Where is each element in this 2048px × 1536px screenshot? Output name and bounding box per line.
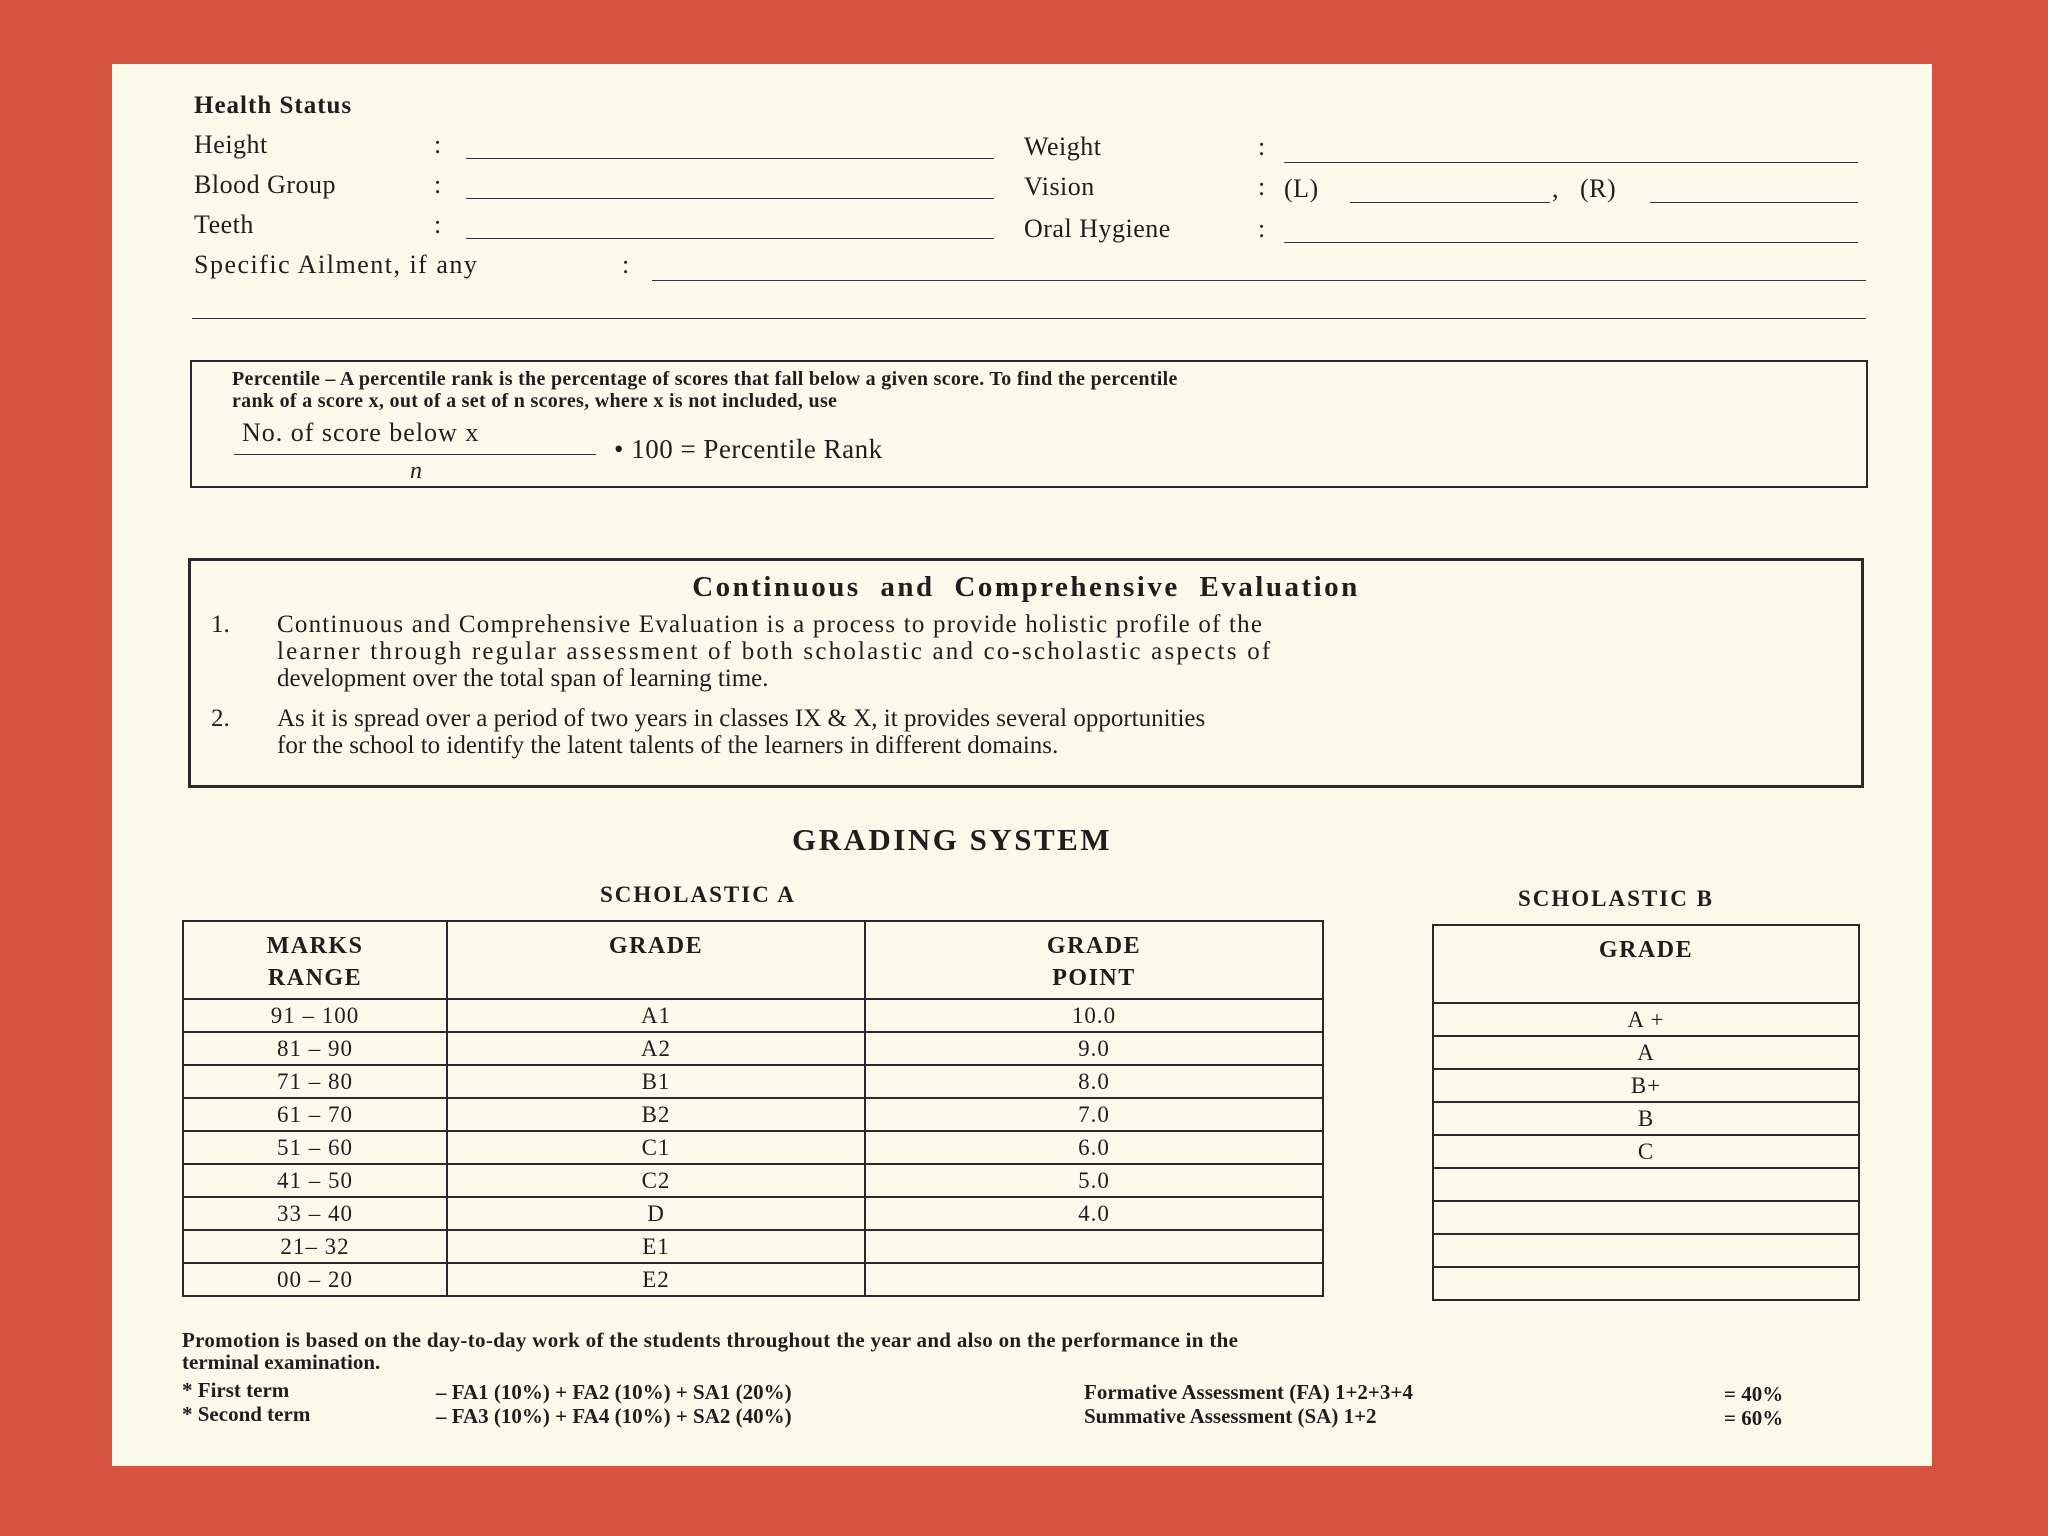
- table-row: [183, 1263, 1323, 1296]
- table-row: [1433, 1069, 1859, 1102]
- term-label: * First term: [182, 1378, 290, 1402]
- scholastic-b-table: [1432, 924, 1860, 1301]
- term-label: * Second term: [182, 1402, 311, 1426]
- marks-range-cell: 41 – 50: [183, 1164, 447, 1197]
- table-row: [1433, 1102, 1859, 1135]
- cce-item-line: development over the total span of learning time.: [277, 665, 769, 692]
- grade-cell: B2: [447, 1098, 865, 1131]
- table-row: [183, 1032, 1323, 1065]
- ailment-field-line-2[interactable]: [192, 318, 1866, 319]
- colon: :: [434, 170, 442, 199]
- marks-range-cell: 21– 32: [183, 1230, 447, 1263]
- cce-item-line: As it is spread over a period of two years in classes IX & X, it provides several opportunities: [277, 705, 1206, 732]
- height-field[interactable]: [466, 158, 994, 159]
- marks-range-cell: 33 – 40: [183, 1197, 447, 1230]
- grade-cell: B1: [447, 1065, 865, 1098]
- table-row: [183, 1098, 1323, 1131]
- grade-cell: E2: [447, 1263, 865, 1296]
- assessment-weight: = 60%: [1724, 1406, 1784, 1430]
- cce-item-line: learner through regular assessment of both scholastic and co-scholastic aspects of: [277, 638, 1273, 665]
- vision-left-field[interactable]: [1350, 202, 1550, 203]
- weight-field[interactable]: [1284, 162, 1858, 163]
- cce-item-number: 2.: [211, 705, 230, 732]
- colon: :: [1258, 132, 1266, 161]
- table-row: [183, 1065, 1323, 1098]
- grade-cell: C2: [447, 1164, 865, 1197]
- grade-cell: A +: [1433, 1003, 1859, 1036]
- cce-item-line: for the school to identify the latent talents of the learners in different domains.: [277, 732, 1059, 759]
- percentile-box: [190, 360, 1868, 488]
- formula-denominator: n: [410, 458, 422, 484]
- colon: :: [1258, 214, 1266, 243]
- percentile-text-line-2: rank of a score x, out of a set of n scores, where x is not included, use: [232, 390, 838, 412]
- grade-point-cell: 4.0: [865, 1197, 1323, 1230]
- marks-range-cell: 91 – 100: [183, 999, 447, 1032]
- oral-hygiene-label: Oral Hygiene: [1024, 214, 1171, 243]
- marks-range-cell: 00 – 20: [183, 1263, 447, 1296]
- formula-numerator: No. of score below x: [242, 418, 480, 447]
- oral-hygiene-field[interactable]: [1284, 242, 1858, 243]
- grade-cell: B: [1433, 1102, 1859, 1135]
- grade-point-cell: 8.0: [865, 1065, 1323, 1098]
- assessment-weight: = 40%: [1724, 1382, 1784, 1406]
- cce-box: [188, 558, 1864, 788]
- marks-range-cell: 61 – 70: [183, 1098, 447, 1131]
- cce-item-text: [277, 611, 1272, 692]
- grade-cell: C1: [447, 1131, 865, 1164]
- table-row: [183, 1131, 1323, 1164]
- teeth-field[interactable]: [466, 238, 994, 239]
- marks-range-cell: 51 – 60: [183, 1131, 447, 1164]
- term-formula: – FA1 (10%) + FA2 (10%) + SA1 (20%): [436, 1380, 792, 1404]
- report-card-page: [112, 64, 1932, 1466]
- cce-item-number: 1.: [211, 611, 230, 638]
- fraction-bar: [234, 454, 596, 455]
- grade-point-cell: 5.0: [865, 1164, 1323, 1197]
- scholastic-b-title: SCHOLASTIC B: [1518, 886, 1714, 911]
- colon: :: [434, 130, 442, 159]
- table-row: [1433, 1234, 1859, 1267]
- grade-point-cell: [865, 1230, 1323, 1263]
- colon: :: [622, 250, 630, 279]
- table-row: [183, 1230, 1323, 1263]
- cce-title: Continuous and Comprehensive Evaluation: [692, 571, 1360, 603]
- colon: :: [1258, 172, 1266, 201]
- comma: ,: [1552, 174, 1559, 203]
- grade-point-cell: 10.0: [865, 999, 1323, 1032]
- marks-range-cell: 71 – 80: [183, 1065, 447, 1098]
- scholastic-a-table: [182, 920, 1324, 1297]
- grade-cell: B+: [1433, 1069, 1859, 1102]
- grade-cell: A: [1433, 1036, 1859, 1069]
- grade-point-cell: 9.0: [865, 1032, 1323, 1065]
- table-row: [1433, 1036, 1859, 1069]
- table-row: [1433, 1201, 1859, 1234]
- marks-range-cell: 81 – 90: [183, 1032, 447, 1065]
- ailment-label: Specific Ailment, if any: [194, 250, 479, 279]
- assessment-label: Summative Assessment (SA) 1+2: [1084, 1404, 1377, 1428]
- grade-cell: C: [1433, 1135, 1859, 1168]
- assessment-label: Formative Assessment (FA) 1+2+3+4: [1084, 1380, 1413, 1404]
- table-row: [183, 1164, 1323, 1197]
- grade-point-cell: 7.0: [865, 1098, 1323, 1131]
- grade-cell: [1433, 1168, 1859, 1201]
- cce-item-text: [277, 705, 1205, 759]
- grade-cell: D: [447, 1197, 865, 1230]
- blood-group-field[interactable]: [466, 198, 994, 199]
- table-row: [1433, 1003, 1859, 1036]
- grade-cell: E1: [447, 1230, 865, 1263]
- ailment-field[interactable]: [652, 280, 1866, 281]
- formula-result: • 100 = Percentile Rank: [614, 434, 883, 464]
- grade-point-cell: [865, 1263, 1323, 1296]
- cce-item-line: Continuous and Comprehensive Evaluation is a process to provide holistic profile of the: [277, 611, 1264, 638]
- column-header: GRADE: [447, 921, 865, 999]
- grade-cell: [1433, 1267, 1859, 1300]
- table-row: [1433, 1267, 1859, 1300]
- grade-cell: A1: [447, 999, 865, 1032]
- vision-right-field[interactable]: [1650, 202, 1858, 203]
- weight-label: Weight: [1024, 132, 1102, 161]
- height-label: Height: [194, 130, 268, 159]
- colon: :: [434, 210, 442, 239]
- blood-group-label: Blood Group: [194, 170, 336, 199]
- grade-cell: [1433, 1234, 1859, 1267]
- grade-cell: [1433, 1201, 1859, 1234]
- column-header: GRADE: [1433, 925, 1859, 1003]
- grade-cell: A2: [447, 1032, 865, 1065]
- teeth-label: Teeth: [194, 210, 254, 239]
- table-row: [1433, 1168, 1859, 1201]
- health-status-title: Health Status: [194, 92, 353, 119]
- vision-left-label: (L): [1284, 174, 1319, 203]
- percentile-text-line-1: Percentile – A percentile rank is the percentage of scores that fall below a given score. To find the percentile: [232, 368, 1178, 390]
- column-header: GRADE POINT: [865, 921, 1323, 999]
- table-row: [183, 1197, 1323, 1230]
- column-header: MARKS RANGE: [183, 921, 447, 999]
- scholastic-a-title: SCHOLASTIC A: [600, 882, 796, 907]
- vision-label: Vision: [1024, 172, 1095, 201]
- promotion-text-line-1: Promotion is based on the day-to-day work of the students throughout the year and also on the performance in the: [182, 1328, 1239, 1352]
- grading-system-title: GRADING SYSTEM: [792, 822, 1113, 857]
- term-formula: – FA3 (10%) + FA4 (10%) + SA2 (40%): [436, 1404, 792, 1428]
- table-row: [183, 999, 1323, 1032]
- grade-point-cell: 6.0: [865, 1131, 1323, 1164]
- promotion-text-line-2: terminal examination.: [182, 1350, 381, 1374]
- vision-right-label: (R): [1580, 174, 1617, 203]
- table-row: [1433, 1135, 1859, 1168]
